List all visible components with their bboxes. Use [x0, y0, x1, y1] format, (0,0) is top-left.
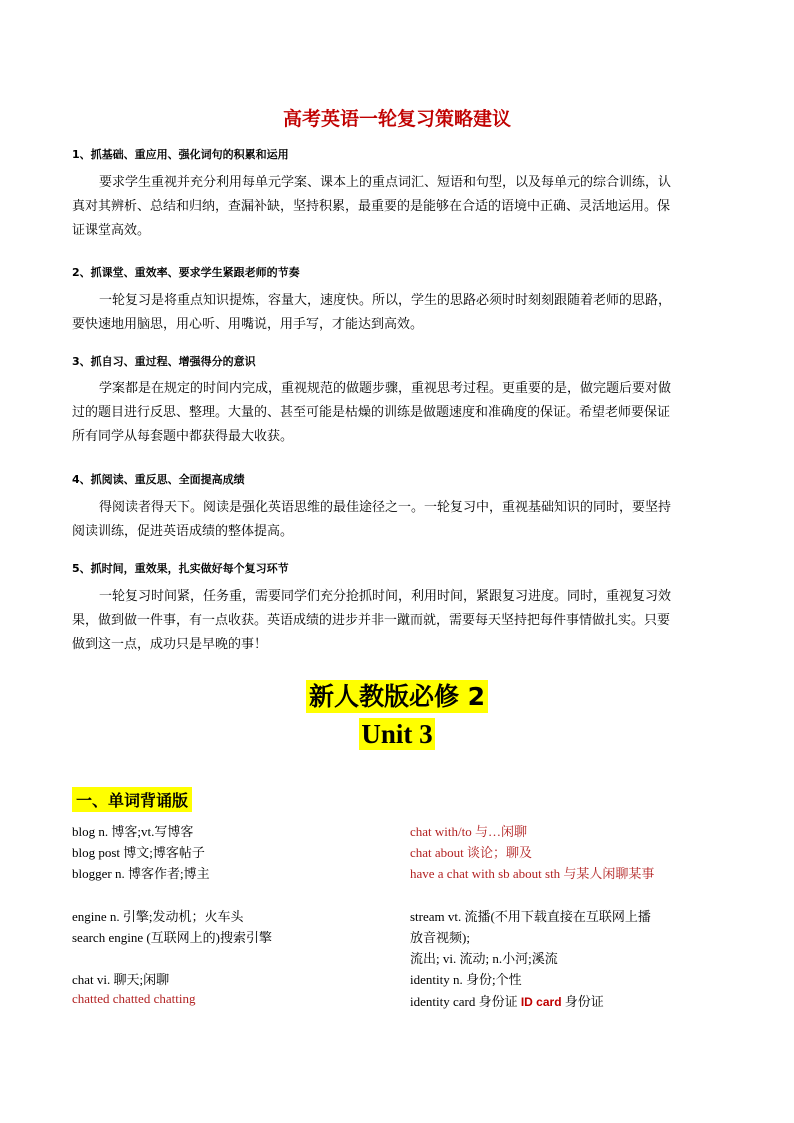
- section-heading-5: 5、抓时间，重效果，扎实做好每个复习环节: [72, 562, 289, 575]
- section-heading-3: 3、抓自习、重过程、增强得分的意识: [72, 355, 256, 368]
- paragraph-line: 阅读训练，促进英语成绩的整体提高。: [72, 524, 294, 539]
- book-title-text: 新人教版必修 2: [306, 680, 488, 713]
- vocab-section-heading: 一、单词背诵版: [72, 787, 192, 812]
- vocab-entry-part: 身份证: [561, 994, 604, 1009]
- vocab-entry: chat vi. 聊天;闲聊: [72, 972, 170, 987]
- vocab-phrase: chat about 谈论；聊及: [410, 845, 533, 860]
- vocab-phrase: chat with/to 与…闲聊: [410, 824, 527, 839]
- vocab-phrase: have a chat with sb about sth 与某人闲聊某事: [410, 866, 655, 881]
- section-paragraph-1: [72, 171, 724, 243]
- paragraph-line: 真对其辨析、总结和归纳，查漏补缺，坚持积累，最重要的是能够在合适的语境中正确、灵活地运用。保: [72, 199, 671, 214]
- vocab-entry: [410, 991, 604, 1010]
- paragraph-line: 得阅读者得天下。阅读是强化英语思维的最佳途径之一。一轮复习中，重视基础知识的同时，要坚持: [99, 500, 672, 515]
- paragraph-line: 过的题目进行反思、整理。大量的、甚至可能是枯燥的训练是做题速度和准确度的保证。希望老师要保证: [72, 405, 671, 420]
- vocab-entry: stream vt. 流播(不用下载直接在互联网上播: [410, 909, 651, 924]
- section-paragraph-2: [72, 289, 724, 337]
- vocab-entry-part: identity card 身份证: [410, 994, 521, 1009]
- vocab-entry: 流出; vi. 流动; n.小河;溪流: [410, 951, 558, 966]
- section-heading-1: 1、抓基础、重应用、强化词句的积累和运用: [72, 148, 289, 161]
- vocab-entry: blog n. 博客;vt.写博客: [72, 824, 194, 839]
- book-title: [0, 677, 794, 713]
- vocab-entry: engine n. 引擎;发动机；火车头: [72, 909, 244, 924]
- document-title: 高考英语一轮复习策略建议: [282, 108, 511, 130]
- paragraph-line: 所有同学从每套题中都获得最大收获。: [72, 429, 294, 444]
- unit-title: [0, 719, 794, 750]
- unit-title-text: Unit 3: [361, 719, 433, 749]
- paragraph-line: 证课堂高效。: [72, 223, 151, 238]
- section-heading-2: 2、抓课堂、重效率、要求学生紧跟老师的节奏: [72, 266, 300, 279]
- vocab-entry: identity n. 身份;个性: [410, 972, 522, 987]
- vocab-entry-forms: chatted chatted chatting: [72, 991, 196, 1006]
- vocab-entry: blogger n. 博客作者;博主: [72, 866, 210, 881]
- paragraph-line: 一轮复习时间紧，任务重，需要同学们充分抢抓时间，利用时间，紧跟复习进度。同时，重视复习效: [99, 589, 672, 604]
- section-paragraph-5: [72, 585, 724, 657]
- vocab-entry-abbrev: ID card: [520, 995, 562, 1009]
- paragraph-line: 要求学生重视并充分利用每单元学案、课本上的重点词汇、短语和句型，以及每单元的综合训练，认: [99, 175, 672, 190]
- paragraph-line: 学案都是在规定的时间内完成，重视规范的做题步骤，重视思考过程。更重要的是，做完题后要对做: [99, 381, 672, 396]
- section-paragraph-3: [72, 377, 724, 449]
- paragraph-line: 做到这一点，成功只是早晚的事！: [72, 637, 268, 652]
- paragraph-line: 要快速地用脑思，用心听、用嘴说，用手写，才能达到高效。: [72, 317, 424, 332]
- paragraph-line: 果，做到做一件事，有一点收获。英语成绩的进步并非一蹴而就，需要每天坚持把每件事情做扎实。只要: [72, 613, 671, 628]
- vocab-entry: blog post 博文;博客帖子: [72, 845, 205, 860]
- vocab-entry: 放音视频);: [410, 930, 470, 945]
- vocab-entry: search engine (互联网上的)搜索引擎: [72, 930, 273, 945]
- paragraph-line: 一轮复习是将重点知识提炼，容量大，速度快。所以，学生的思路必须时时刻刻跟随着老师的思路，: [99, 293, 672, 308]
- section-heading-4: 4、抓阅读、重反思、全面提高成绩: [72, 473, 245, 486]
- section-paragraph-4: [72, 496, 724, 544]
